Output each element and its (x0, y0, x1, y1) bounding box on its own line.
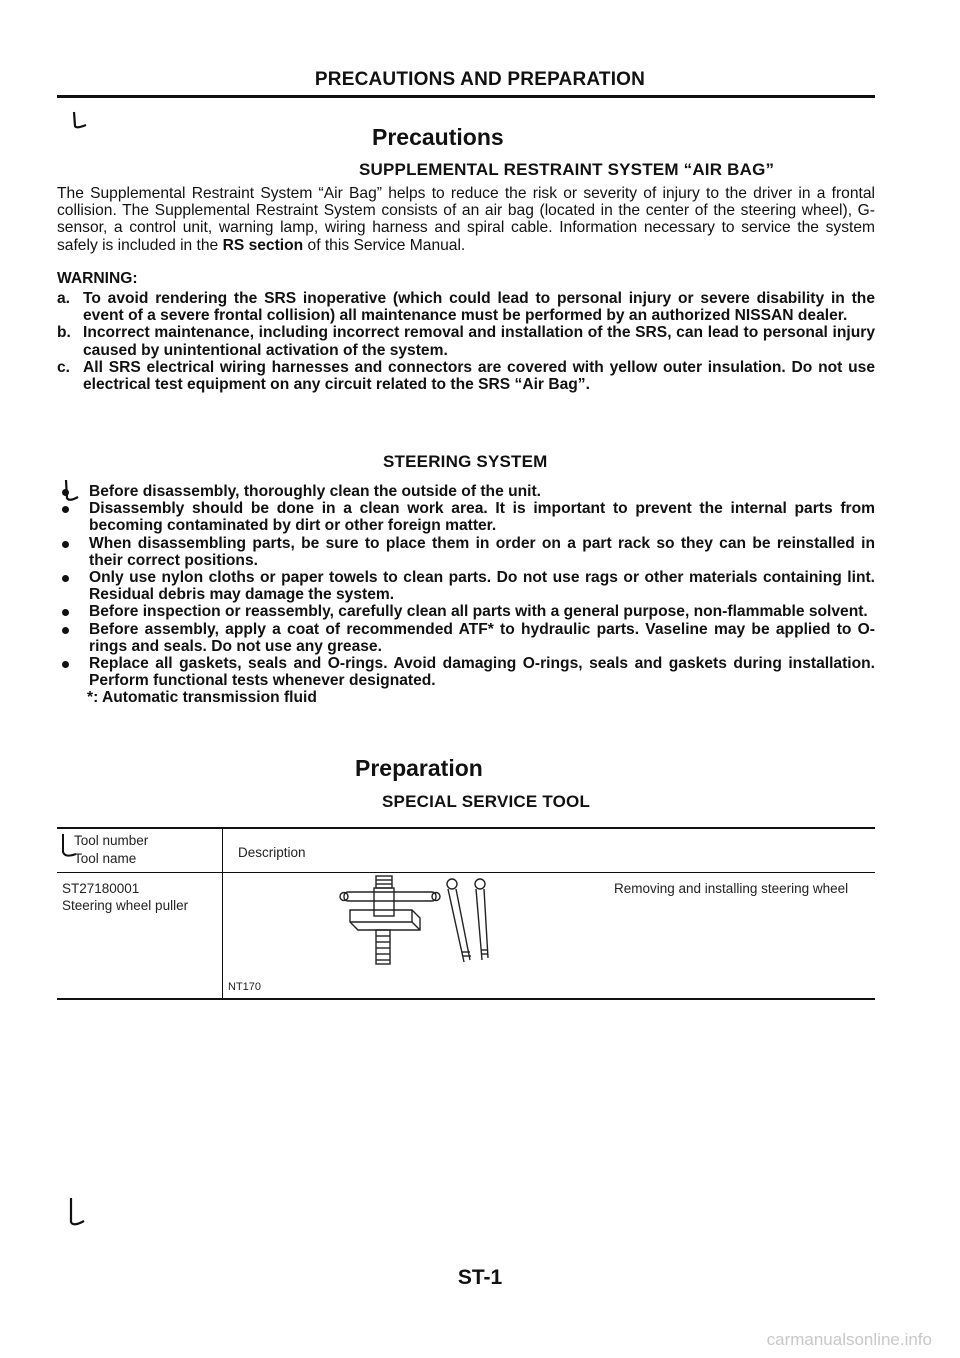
page-header: PRECAUTIONS AND PREPARATION (314, 69, 646, 90)
header-divider (57, 95, 875, 98)
special-tool-heading: SPECIAL SERVICE TOOL (382, 792, 591, 811)
watermark: carmanualsonline.info (766, 1330, 932, 1349)
warning-marker: c. (57, 358, 71, 376)
tool-number: ST27180001 (62, 881, 140, 896)
scan-mark-icon (70, 110, 94, 132)
srs-intro-tail: of this Service Manual. (307, 236, 466, 254)
warning-item (57, 290, 875, 324)
warning-marker: a. (57, 290, 71, 307)
warning-list (57, 290, 875, 393)
bullet-item (57, 500, 875, 534)
col-header-tool-name: Tool name (74, 851, 137, 866)
warning-label: WARNING: (57, 270, 138, 287)
figure-code: NT170 (228, 981, 262, 993)
srs-intro-paragraph (57, 185, 875, 254)
precautions-title: Precautions (372, 124, 504, 150)
bullet-dot-icon (57, 569, 89, 603)
bullet-dot-icon (57, 535, 89, 569)
bullet-text: Before disassembly, thoroughly clean the outside of the unit. (89, 483, 541, 500)
steering-wheel-puller-icon (336, 872, 500, 972)
srs-intro-text: The Supplemental Restraint System “Air Bag” helps to reduce the risk or severity of injury to the driver in a frontal collision. The Supplemental Restraint System consists of an air bag (located in the center of the steering wheel), G-sensor, a control unit, warning lamp, wiring harness and spiral cable. Information necessary to service the system safely is included in the (57, 185, 875, 254)
bullet-dot-icon (57, 655, 89, 689)
bullet-dot-icon (57, 483, 89, 500)
bullet-dot-icon (57, 603, 89, 620)
bullet-text: Replace all gaskets, seals and O-rings. Avoid damaging O-rings, seals and gaskets during installation. Perform functional tests whenever designated. (89, 655, 875, 690)
tool-description: Removing and installing steering wheel (614, 881, 849, 896)
warning-item (57, 324, 875, 358)
bullet-dot-icon (57, 500, 89, 534)
tool-name: Steering wheel puller (62, 898, 189, 913)
page-number: ST-1 (457, 1266, 503, 1289)
warning-text: All SRS electrical wiring harnesses and connectors are covered with yellow outer insulation. Do not use electrical test equipment on any circuit related to the SRS “Air Bag”. (83, 358, 875, 394)
scan-mark-icon (66, 1196, 90, 1230)
steering-bullet-list (57, 483, 875, 707)
table-bottom-rule (57, 998, 875, 1000)
bullet-item (57, 569, 875, 603)
bullet-item (57, 621, 875, 655)
footnote: *: Automatic transmission fluid (87, 689, 317, 707)
warning-marker: b. (57, 324, 71, 342)
bullet-item (57, 655, 875, 689)
steering-heading: STEERING SYSTEM (383, 452, 548, 471)
warning-text: Incorrect maintenance, including incorrect removal and installation of the SRS, can lead to personal injury caused by unintentional activation of the system. (83, 324, 875, 359)
bullet-text: Disassembly should be done in a clean work area. It is important to prevent the internal parts from becoming contaminated by dirt or other foreign matter. (89, 500, 875, 535)
table-top-rule (57, 827, 875, 829)
bullet-dot-icon (57, 621, 89, 655)
bullet-text: Only use nylon cloths or paper towels to clean parts. Do not use rags or other materials containing lint. Residual debris may damage the system. (89, 569, 875, 604)
bullet-item (57, 603, 875, 620)
bullet-text: Before inspection or reassembly, carefully clean all parts with a general purpose, non-flammable solvent. (89, 603, 868, 621)
bullet-text: Before assembly, apply a coat of recommended ATF* to hydraulic parts. Vaseline may be applied to O-rings and seals. Do not use any grease. (89, 620, 875, 655)
col-header-tool-number: Tool number (74, 833, 149, 848)
warning-text: To avoid rendering the SRS inoperative (which could lead to personal injury or severe disability in the event of a severe frontal collision) all maintenance must be performed by an authorized NISSAN dealer. (83, 290, 875, 325)
bullet-text: When disassembling parts, be sure to place them in order on a part rack so they can be reinstalled in their correct positions. (89, 534, 875, 569)
preparation-title: Preparation (355, 755, 483, 781)
bullet-item (57, 535, 875, 569)
rs-section-reference: RS section (222, 236, 304, 254)
srs-heading: SUPPLEMENTAL RESTRAINT SYSTEM “AIR BAG” (359, 160, 775, 179)
warning-item (57, 359, 875, 393)
bullet-item (57, 483, 875, 500)
table-column-divider (222, 829, 223, 999)
col-header-description: Description (238, 845, 306, 860)
